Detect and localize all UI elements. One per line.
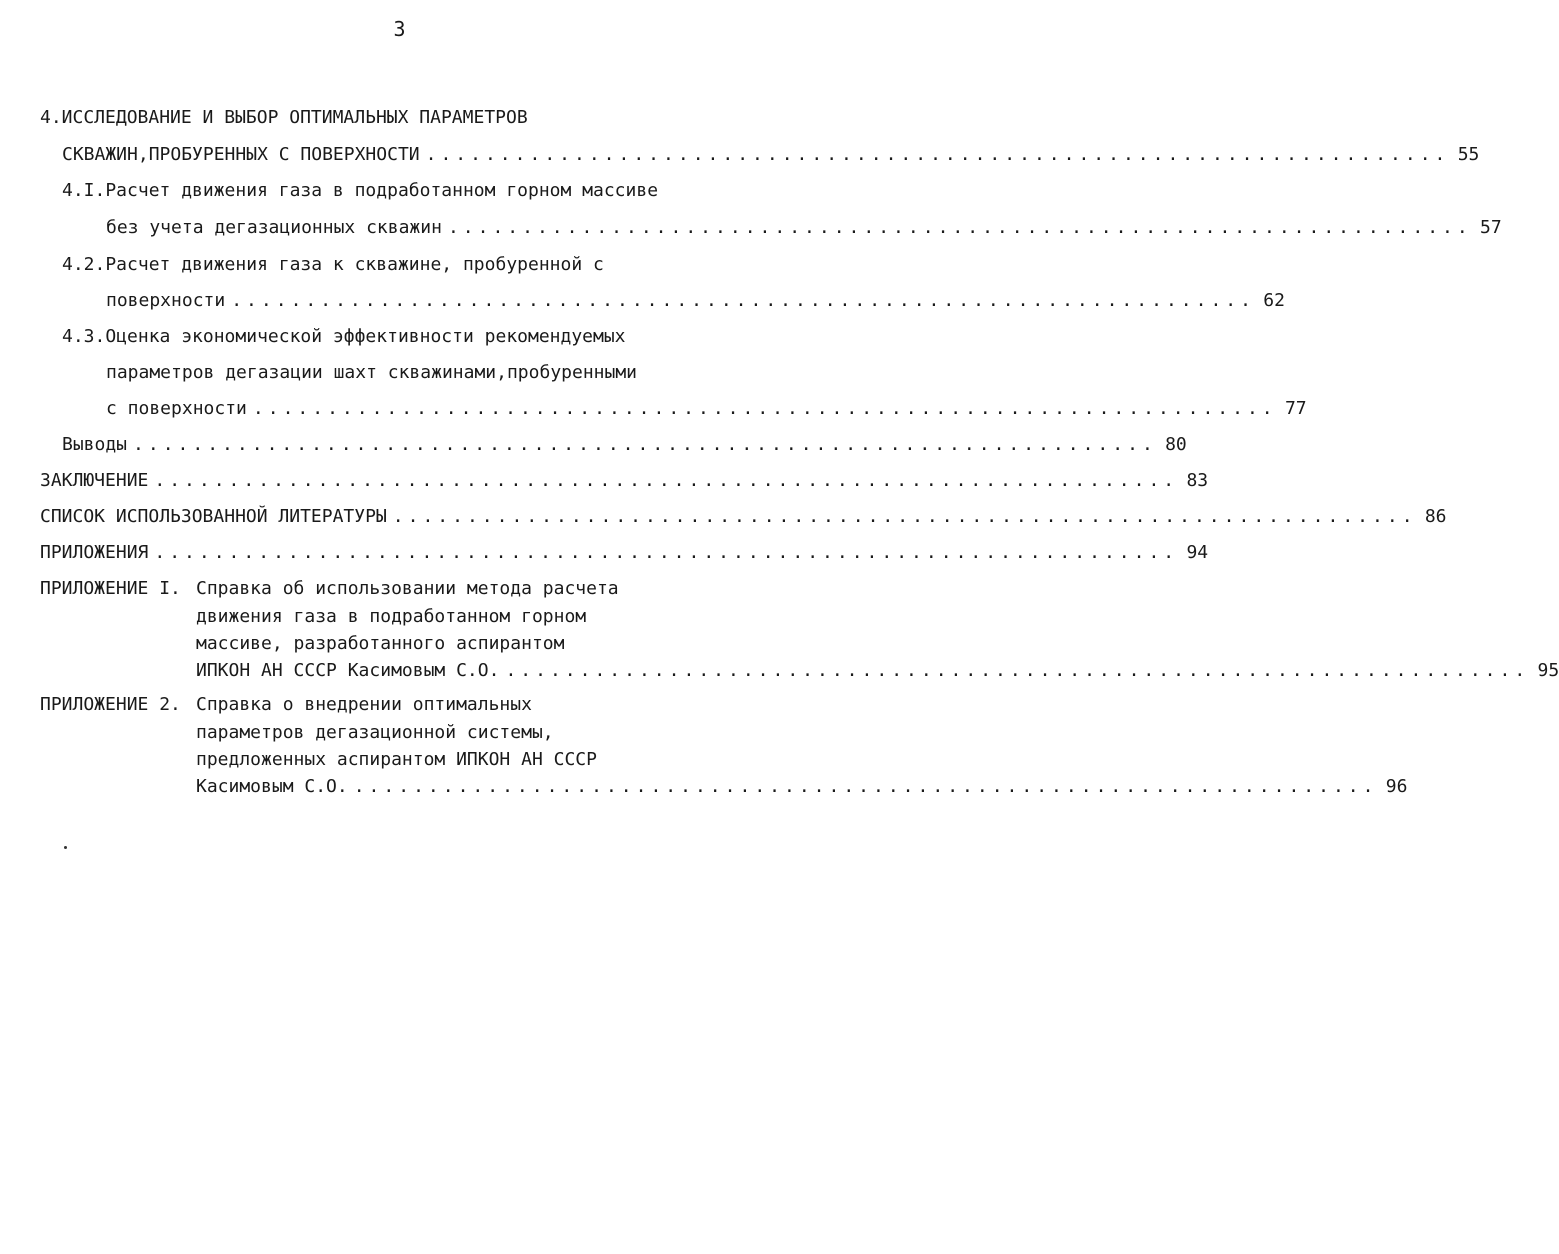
toc-entry-s41[interactable] [106, 213, 1502, 243]
leader-dots: ..................................................................... [505, 660, 1530, 681]
toc-s43-line1: 4.3.Оценка экономической эффективности рекомендуемых [62, 326, 626, 347]
toc-page-number: 55 [1457, 144, 1480, 165]
toc-app2-line1: Справка о внедрении оптимальных [196, 694, 532, 715]
toc-page-number: 86 [1424, 506, 1447, 527]
leader-dots: ..................................................................... [252, 398, 1277, 419]
toc-apps-label: ПРИЛОЖЕНИЯ [40, 542, 149, 563]
toc-page-number: 83 [1186, 470, 1209, 491]
toc-app2-line2: параметров дегазационной системы, [196, 722, 554, 743]
leader-dots: ..................................................................... [353, 776, 1378, 797]
toc-app1-prefix: ПРИЛОЖЕНИЕ I. [40, 578, 181, 599]
toc-s41-line2: без учета дегазационных скважин [106, 217, 442, 238]
toc-entry-appendices[interactable] [40, 538, 1209, 568]
toc-page-number: 80 [1165, 434, 1187, 455]
leader-dots: ..................................................................... [447, 217, 1472, 238]
toc-app1-line1: Справка об использовании метода расчета [196, 578, 619, 599]
toc-page-number: 57 [1480, 217, 1502, 238]
toc-page-number: 94 [1186, 542, 1209, 563]
scan-speck [64, 846, 67, 849]
toc-app1-line3: массиве, разработанного аспирантом [196, 633, 565, 654]
page-number: 3 [393, 17, 406, 41]
toc-entry-ch4[interactable] [62, 140, 1480, 170]
toc-s43-line3: с поверхности [106, 398, 247, 419]
toc-entry-app2[interactable] [196, 772, 1408, 802]
toc-app1-line4: ИПКОН АН СССР Касимовым С.О. [196, 660, 500, 681]
toc-page-number: 77 [1284, 398, 1307, 419]
toc-s41-line1: 4.I.Расчет движения газа в подработанном горном массиве [62, 180, 659, 201]
toc-ch4-title-line1: 4.ИССЛЕДОВАНИЕ И ВЫБОР ОПТИМАЛЬНЫХ ПАРАМЕТРОВ [40, 107, 528, 128]
toc-s43-line2: параметров дегазации шахт скважинами,пробуренными [106, 362, 638, 383]
leader-dots: ..................................................................... [154, 470, 1179, 491]
leader-dots: ..................................................................... [392, 506, 1417, 527]
toc-page-number: 96 [1385, 776, 1408, 797]
toc-ch4-title-line2: СКВАЖИН,ПРОБУРЕННЫХ С ПОВЕРХНОСТИ [62, 144, 420, 165]
leader-dots: ..................................................................... [425, 144, 1450, 165]
toc-refs-label: СПИСОК ИСПОЛЬЗОВАННОЙ ЛИТЕРАТУРЫ [40, 506, 387, 527]
toc-app2-line4: Касимовым С.О. [196, 776, 348, 797]
toc-entry-conclusions[interactable] [62, 430, 1187, 460]
leader-dots: ..................................................................... [231, 290, 1255, 311]
leader-dots: ..................................................................... [154, 542, 1179, 563]
toc-conclusions-label: Выводы [62, 434, 128, 455]
toc-entry-final[interactable] [40, 466, 1209, 496]
toc-entry-app1[interactable] [196, 656, 1559, 686]
toc-s42-line2: поверхности [106, 290, 226, 311]
leader-dots: ..................................................................... [133, 434, 1157, 455]
toc-entry-s42[interactable] [106, 286, 1285, 316]
toc-app2-line3: предложенных аспирантом ИПКОН АН СССР [196, 749, 597, 770]
toc-app1-line2: движения газа в подработанном горном [196, 606, 587, 627]
toc-s42-line1: 4.2.Расчет движения газа к скважине, пробуренной с [62, 254, 604, 275]
toc-page-number: 95 [1537, 660, 1559, 681]
toc-app2-prefix: ПРИЛОЖЕНИЕ 2. [40, 694, 181, 715]
toc-final-label: ЗАКЛЮЧЕНИЕ [40, 470, 149, 491]
toc-entry-s43[interactable] [106, 394, 1307, 424]
toc-entry-references[interactable] [40, 502, 1447, 532]
toc-page-number: 62 [1263, 290, 1285, 311]
